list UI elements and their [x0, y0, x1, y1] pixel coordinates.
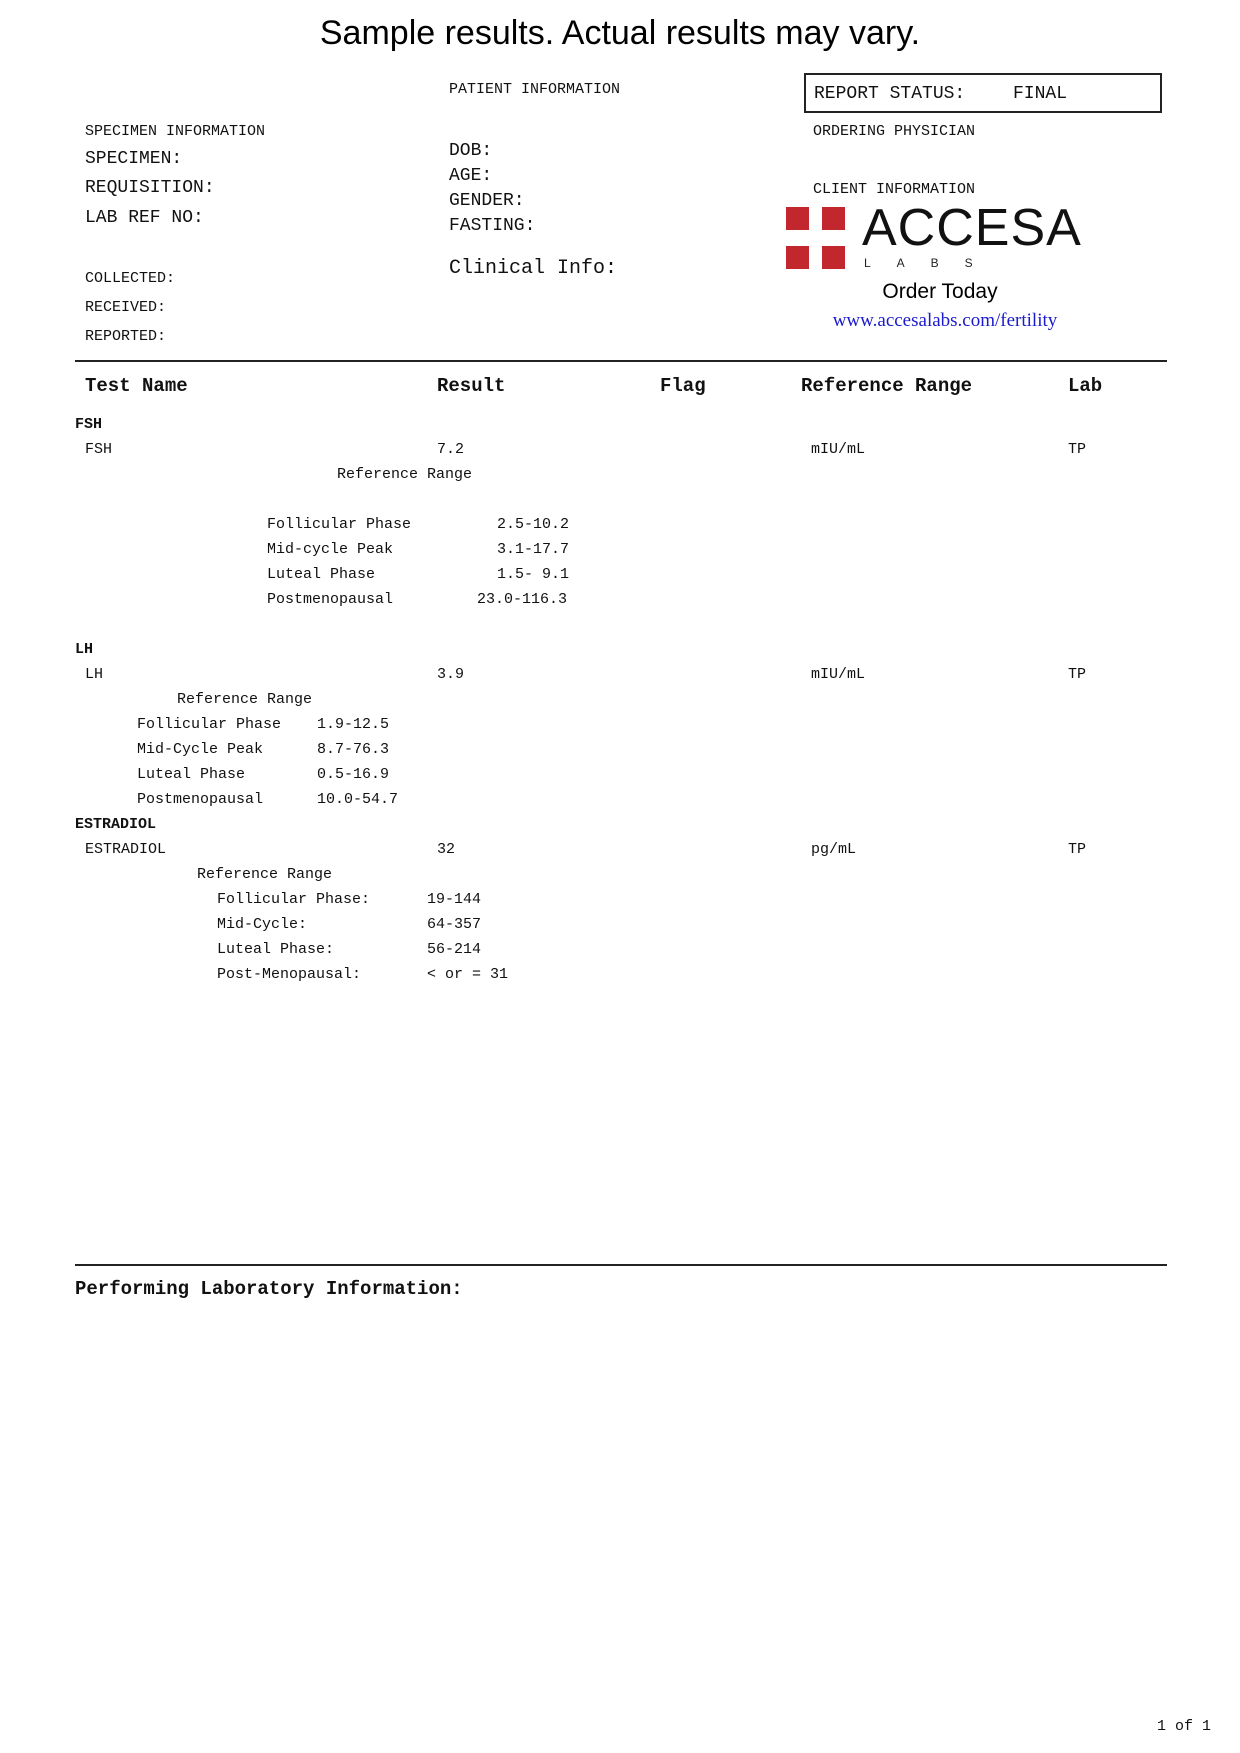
- order-today-text: Order Today: [882, 280, 998, 303]
- header-divider: [75, 360, 1167, 362]
- estradiol-phase-range: 19-144: [427, 891, 482, 908]
- page-number: 1 of 1: [1157, 1718, 1212, 1735]
- performing-lab-heading: Performing Laboratory Information:: [75, 1278, 463, 1300]
- fsh-phase-range: 3.1-17.7: [497, 541, 570, 558]
- accesa-logo-labs-text: LABS: [864, 256, 999, 270]
- lh-lab: TP: [1068, 666, 1087, 683]
- lh-phase-range: 1.9-12.5: [317, 716, 390, 733]
- fsh-phase-range: 23.0-116.3: [477, 591, 568, 608]
- accesa-cross-logo-icon: [786, 207, 848, 269]
- fsh-reference-title: Reference Range: [337, 466, 473, 483]
- estradiol-phase-label: Mid-Cycle:: [217, 916, 308, 933]
- estradiol-units: pg/mL: [811, 841, 857, 858]
- lh-reference-title: Reference Range: [177, 691, 313, 708]
- estradiol-phase-range: 56-214: [427, 941, 482, 958]
- lh-phase-label: Follicular Phase: [137, 716, 282, 733]
- lh-phase-label: Postmenopausal: [137, 791, 264, 808]
- requisition-label: REQUISITION:: [85, 178, 215, 198]
- fsh-test-name: FSH: [85, 441, 113, 458]
- fsh-result: 7.2: [437, 441, 465, 458]
- lh-result: 3.9: [437, 666, 465, 683]
- lh-phase-label: Mid-Cycle Peak: [137, 741, 264, 758]
- accesa-logo-text: ACCESA: [862, 199, 1082, 257]
- lh-phase-range: 0.5-16.9: [317, 766, 390, 783]
- column-lab: Lab: [1068, 375, 1103, 397]
- age-label: AGE:: [449, 166, 493, 186]
- column-reference-range: Reference Range: [801, 375, 973, 397]
- estradiol-group-heading: ESTRADIOL: [75, 816, 157, 833]
- lab-ref-label: LAB REF NO:: [85, 208, 204, 228]
- lh-phase-range: 8.7-76.3: [317, 741, 390, 758]
- report-status-label: REPORT STATUS:: [814, 84, 966, 104]
- estradiol-phase-range: 64-357: [427, 916, 482, 933]
- fsh-group-heading: FSH: [75, 416, 103, 433]
- fsh-units: mIU/mL: [811, 441, 866, 458]
- estradiol-result: 32: [437, 841, 456, 858]
- lh-group-heading: LH: [75, 641, 94, 658]
- specimen-info-heading: SPECIMEN INFORMATION: [85, 123, 266, 140]
- gender-label: GENDER:: [449, 191, 525, 211]
- column-result: Result: [437, 375, 506, 397]
- lh-test-name: LH: [85, 666, 104, 683]
- ordering-physician-heading: ORDERING PHYSICIAN: [813, 123, 976, 140]
- estradiol-phase-label: Luteal Phase:: [217, 941, 335, 958]
- fsh-phase-label: Luteal Phase: [267, 566, 376, 583]
- patient-info-heading: PATIENT INFORMATION: [449, 81, 621, 98]
- estradiol-lab: TP: [1068, 841, 1087, 858]
- lh-phase-range: 10.0-54.7: [317, 791, 399, 808]
- fsh-phase-label: Follicular Phase: [267, 516, 412, 533]
- fsh-phase-range: 2.5-10.2: [497, 516, 570, 533]
- estradiol-phase-label: Post-Menopausal:: [217, 966, 362, 983]
- dob-label: DOB:: [449, 141, 493, 161]
- lh-units: mIU/mL: [811, 666, 866, 683]
- received-label: RECEIVED:: [85, 299, 167, 316]
- footer-divider: [75, 1264, 1167, 1266]
- client-information-heading: CLIENT INFORMATION: [813, 181, 976, 198]
- report-status-value: FINAL: [1013, 84, 1068, 104]
- estradiol-test-name: ESTRADIOL: [85, 841, 167, 858]
- lh-phase-label: Luteal Phase: [137, 766, 246, 783]
- estradiol-reference-title: Reference Range: [197, 866, 333, 883]
- estradiol-phase-label: Follicular Phase:: [217, 891, 371, 908]
- fsh-phase-label: Mid-cycle Peak: [267, 541, 394, 558]
- clinical-info-label: Clinical Info:: [449, 257, 618, 280]
- column-test-name: Test Name: [85, 375, 188, 397]
- fsh-phase-label: Postmenopausal: [267, 591, 394, 608]
- specimen-label: SPECIMEN:: [85, 149, 183, 169]
- reported-label: REPORTED:: [85, 328, 167, 345]
- fertility-website-link[interactable]: www.accesalabs.com/fertility: [832, 310, 1058, 331]
- fsh-phase-range: 1.5- 9.1: [497, 566, 570, 583]
- column-flag: Flag: [660, 375, 706, 397]
- collected-label: COLLECTED:: [85, 270, 176, 287]
- sample-disclaimer-banner: Sample results. Actual results may vary.: [319, 14, 921, 52]
- estradiol-phase-range: < or = 31: [427, 966, 509, 983]
- fasting-label: FASTING:: [449, 216, 536, 236]
- fsh-lab: TP: [1068, 441, 1087, 458]
